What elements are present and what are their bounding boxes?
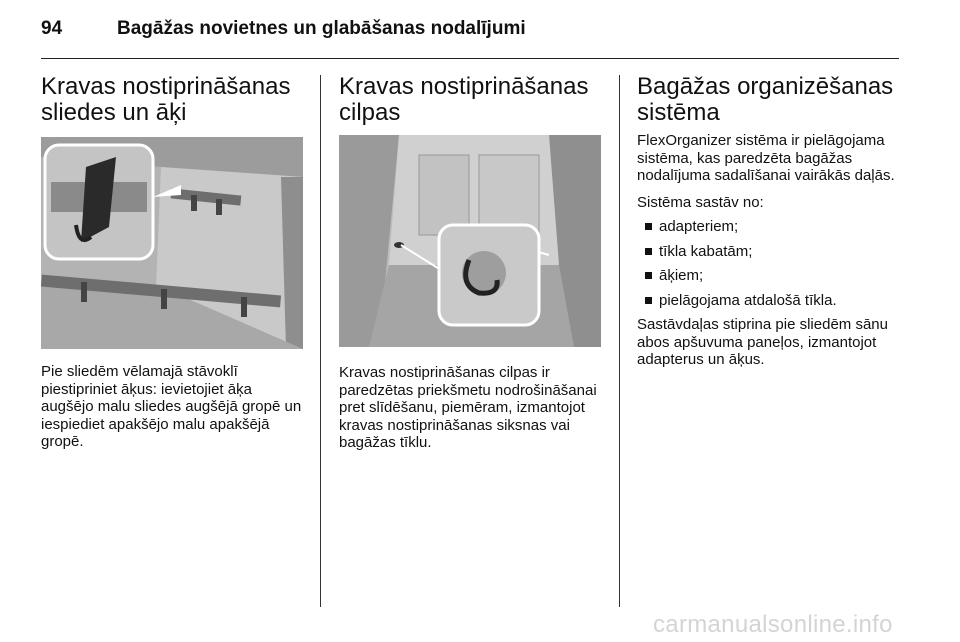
page-header [41, 18, 919, 48]
section-heading: Bagāžas organizēšanas sistēma [637, 73, 894, 126]
list-item: adapteriem; [637, 218, 902, 236]
rails-hooks-illustration [41, 137, 303, 349]
bullet-icon [645, 297, 652, 304]
section-heading: Kravas nostiprināšanas sliedes un āķi [41, 73, 291, 126]
column-divider [320, 75, 321, 607]
column-lashing-eyes [339, 74, 601, 452]
outro-text: Sastāvdaļas stiprina pie sliedēm sānu abos apšuvuma paneļos, izmantojot adapterus un āķus. [637, 316, 888, 368]
list-item: pielāgojama atdalošā tīkla. [637, 292, 902, 310]
list-intro: Sistēma sastāv no: [637, 193, 764, 211]
section-body: Pie sliedēm vēlamajā stāvoklī piestipriniet āķus: ievietojiet āķa augšējo malu sliedes augšējā gropē un iespiediet apakšējo malu apakšējā gropē. [41, 363, 302, 450]
page-number: 94 [41, 18, 63, 39]
lashing-eyes-illustration [339, 135, 601, 347]
column-rails-hooks [41, 74, 303, 451]
section-heading: Kravas nostiprināšanas cilpas [339, 73, 589, 126]
column-organizer-system [637, 74, 902, 369]
bullet-icon [645, 223, 652, 230]
component-list [637, 218, 902, 309]
section-body: Kravas nostiprināšanas cilpas ir paredzētas priekšmetu nodrošināšanai pret slīdēšanu, piemēram, izmantojot kravas nostiprināšanas siksnas vai bagāžas tīklu. [339, 364, 597, 451]
lashing-eyes-figure [339, 135, 601, 347]
list-item: āķiem; [637, 267, 902, 285]
list-item: tīkla kabatām; [637, 243, 902, 261]
column-divider [619, 75, 620, 607]
watermark: carmanualsonline.info [653, 611, 893, 638]
header-title: Bagāžas novietnes un glabāšanas nodalījumi [117, 18, 526, 39]
header-rule [41, 58, 899, 59]
intro-text: FlexOrganizer sistēma ir pielāgojama sistēma, kas paredzēta bagāžas nodalījuma sadalīšanai vairākās daļās. [637, 132, 895, 184]
rails-hooks-figure [41, 137, 303, 349]
bullet-icon [645, 272, 652, 279]
bullet-icon [645, 248, 652, 255]
